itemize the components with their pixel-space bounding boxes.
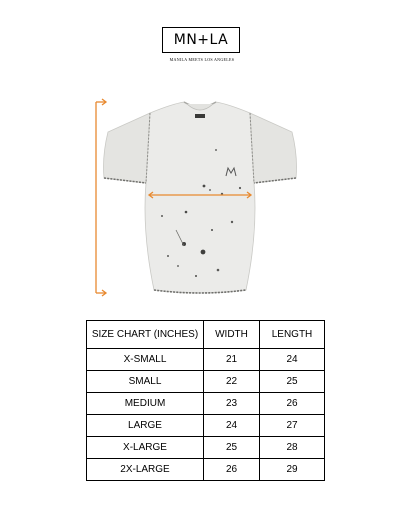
width-cell: 21 <box>204 349 260 371</box>
length-cell: 28 <box>260 437 325 459</box>
width-cell: 22 <box>204 371 260 393</box>
size-chart-header-row <box>87 321 325 349</box>
table-row <box>87 437 325 459</box>
length-cell: 27 <box>260 415 325 437</box>
width-cell: 25 <box>204 437 260 459</box>
length-cell: 29 <box>260 459 325 481</box>
length-cell: 26 <box>260 393 325 415</box>
size-cell: 2X-LARGE <box>87 459 204 481</box>
size-cell: LARGE <box>87 415 204 437</box>
table-row <box>87 415 325 437</box>
header-width: WIDTH <box>204 321 260 349</box>
length-cell: 24 <box>260 349 325 371</box>
size-cell: SMALL <box>87 371 204 393</box>
length-measure-arrow <box>96 99 106 296</box>
size-cell: X-LARGE <box>87 437 204 459</box>
header-length: LENGTH <box>260 321 325 349</box>
table-row <box>87 393 325 415</box>
table-row <box>87 459 325 481</box>
size-cell: MEDIUM <box>87 393 204 415</box>
size-cell: X-SMALL <box>87 349 204 371</box>
length-cell: 25 <box>260 371 325 393</box>
width-cell: 24 <box>204 415 260 437</box>
table-row <box>87 349 325 371</box>
width-cell: 23 <box>204 393 260 415</box>
brand-logo-text: MN+LA <box>173 32 229 48</box>
width-cell: 26 <box>204 459 260 481</box>
size-chart-table <box>86 320 325 481</box>
header-size-chart: SIZE CHART (INCHES) <box>87 321 204 349</box>
table-row <box>87 371 325 393</box>
brand-tagline: MANILA MEETS LOS ANGELES <box>169 57 235 62</box>
tshirt-image <box>104 102 297 293</box>
